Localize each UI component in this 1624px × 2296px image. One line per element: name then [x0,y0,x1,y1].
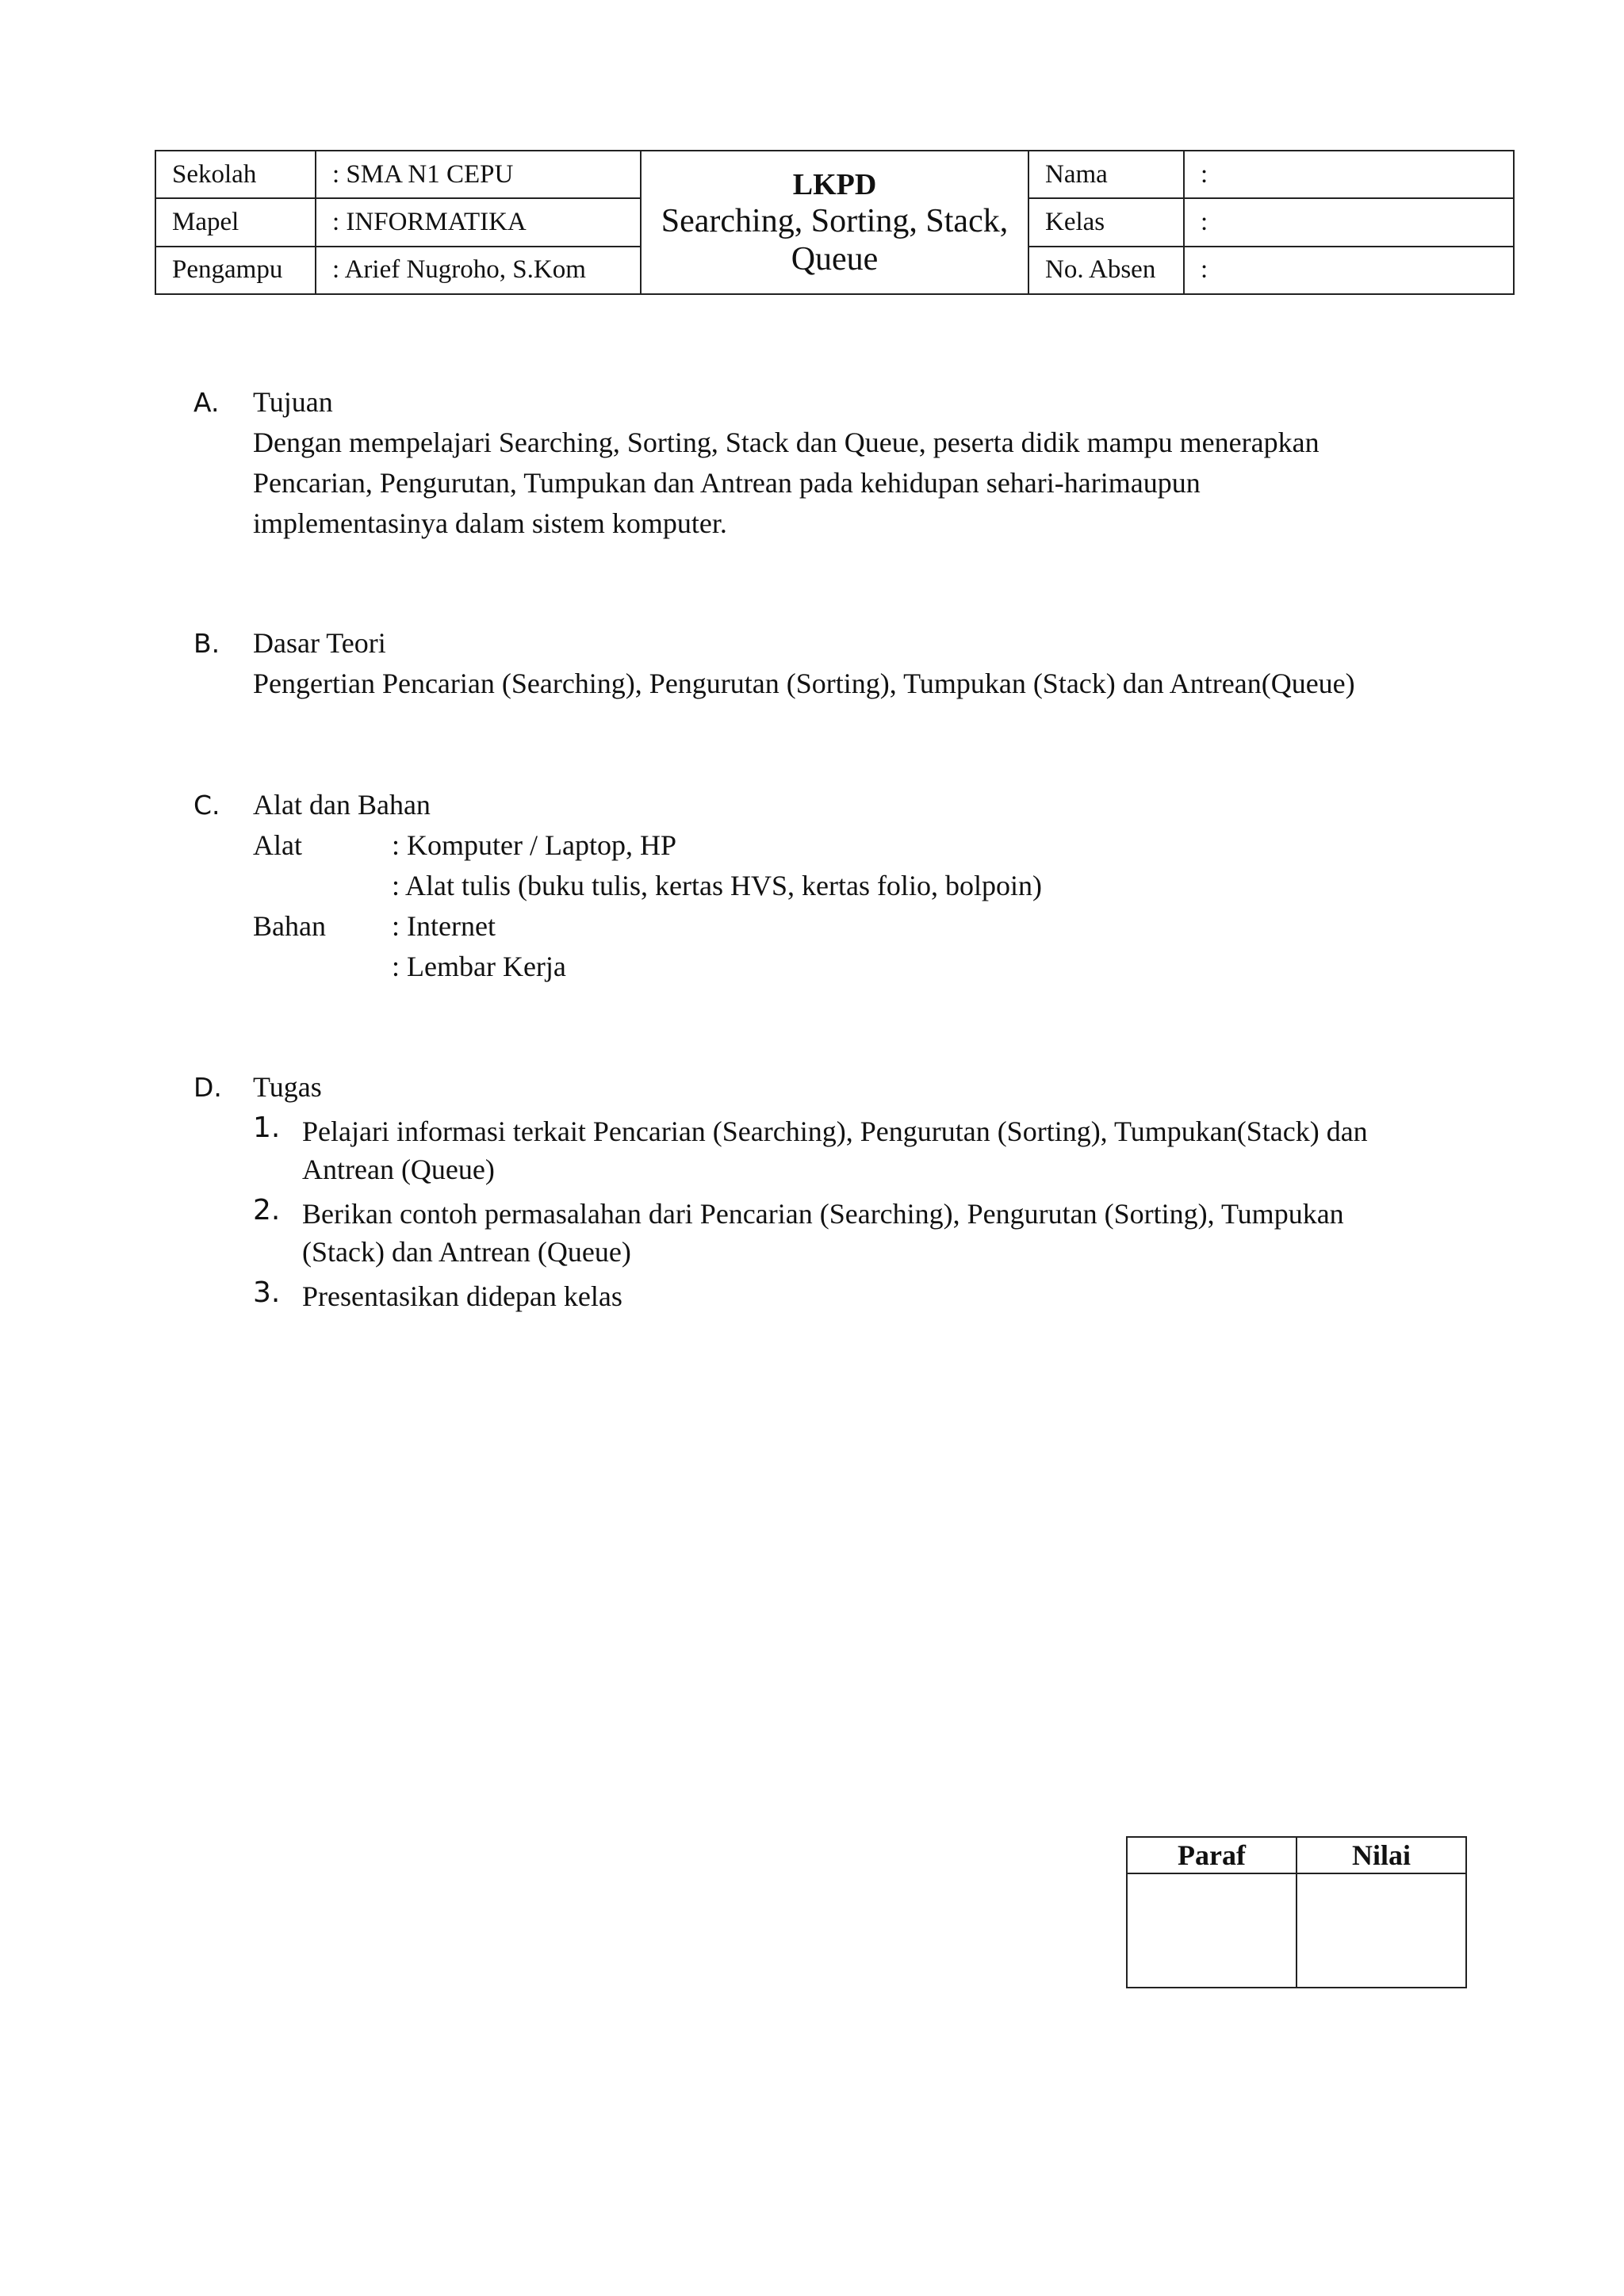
task-number: 1. [253,1112,281,1144]
signature-body-row [1127,1873,1466,1988]
paragraph-line: Dengan mempelajari Searching, Sorting, Stack dan Queue, peserta didik mampu menerapkan [253,427,1320,458]
tools-row [253,825,1478,866]
signature-header-row [1127,1837,1466,1873]
section-heading: Tujuan [253,386,333,418]
header-table [155,150,1515,295]
label-no-absen: No. Absen [1028,247,1184,294]
paraf-box [1127,1873,1297,1988]
task-text: Pelajari informasi terkait Pencarian (Searching), Pengurutan (Sorting), Tumpukan(Stack) dan Antrean (Queue) [302,1115,1368,1185]
tools-key: Bahan [253,910,326,942]
value-pengampu: : Arief Nugroho, S.Kom [316,247,641,294]
value-no-absen: : [1184,247,1514,294]
section-alat-bahan [193,785,1478,987]
task-list [253,1112,1478,1315]
nilai-header: Nilai [1297,1837,1466,1873]
tools-value: : Komputer / Laptop, HP [392,829,676,861]
signature-table [1126,1836,1467,1988]
nilai-box [1297,1873,1466,1988]
task-text: Berikan contoh permasalahan dari Pencarian (Searching), Pengurutan (Sorting), Tumpukan (Stack) dan Antrean (Queue) [302,1198,1344,1268]
tools-key [253,866,392,906]
section-body [253,785,1478,987]
label-kelas: Kelas [1028,198,1184,246]
tools-value: : Alat tulis (buku tulis, kertas HVS, kertas folio, bolpoin) [392,870,1042,901]
value-mapel: : INFORMATIKA [316,198,641,246]
tools-row [253,906,1478,947]
task-item [253,1195,1396,1271]
task-number: 3. [253,1276,281,1309]
section-letter: D. [193,1072,222,1103]
paragraph-line: Pencarian, Pengurutan, Tumpukan dan Antrean pada kehidupan sehari-harimaupun [253,467,1201,499]
label-nama: Nama [1028,151,1184,198]
section-tujuan [193,382,1478,544]
section-heading: Alat dan Bahan [253,789,431,821]
task-number: 2. [253,1194,281,1226]
value-sekolah: : SMA N1 CEPU [316,151,641,198]
header-row-sekolah [155,151,1514,198]
section-letter: C. [193,790,220,821]
tools-value: : Internet [392,910,496,942]
label-pengampu: Pengampu [155,247,316,294]
value-nama: : [1184,151,1514,198]
section-tugas [193,1067,1478,1322]
section-letter: B. [193,628,220,659]
task-item [253,1277,1396,1315]
label-sekolah: Sekolah [155,151,316,198]
tools-key [253,947,392,987]
tools-value: : Lembar Kerja [392,951,566,982]
task-item [253,1112,1396,1188]
worksheet-title: LKPD [792,168,877,201]
section-body [253,1067,1478,1315]
section-body [253,623,1478,704]
worksheet-title-cell [641,151,1028,294]
worksheet-subtitle: Searching, Sorting, Stack, Queue [661,203,1009,277]
section-heading: Dasar Teori [253,627,386,659]
tools-row [253,866,1478,906]
paragraph-line: Pengertian Pencarian (Searching), Pengurutan (Sorting), Tumpukan (Stack) dan Antrean(Queue) [253,668,1355,699]
tools-row [253,947,1478,987]
paraf-header: Paraf [1127,1837,1297,1873]
section-body [253,382,1478,544]
section-dasar-teori [193,623,1478,704]
section-heading: Tugas [253,1071,322,1103]
tools-key: Alat [253,829,302,861]
label-mapel: Mapel [155,198,316,246]
paragraph-line: implementasinya dalam sistem komputer. [253,507,727,539]
task-text: Presentasikan didepan kelas [302,1280,622,1312]
value-kelas: : [1184,198,1514,246]
section-letter: A. [193,387,220,418]
